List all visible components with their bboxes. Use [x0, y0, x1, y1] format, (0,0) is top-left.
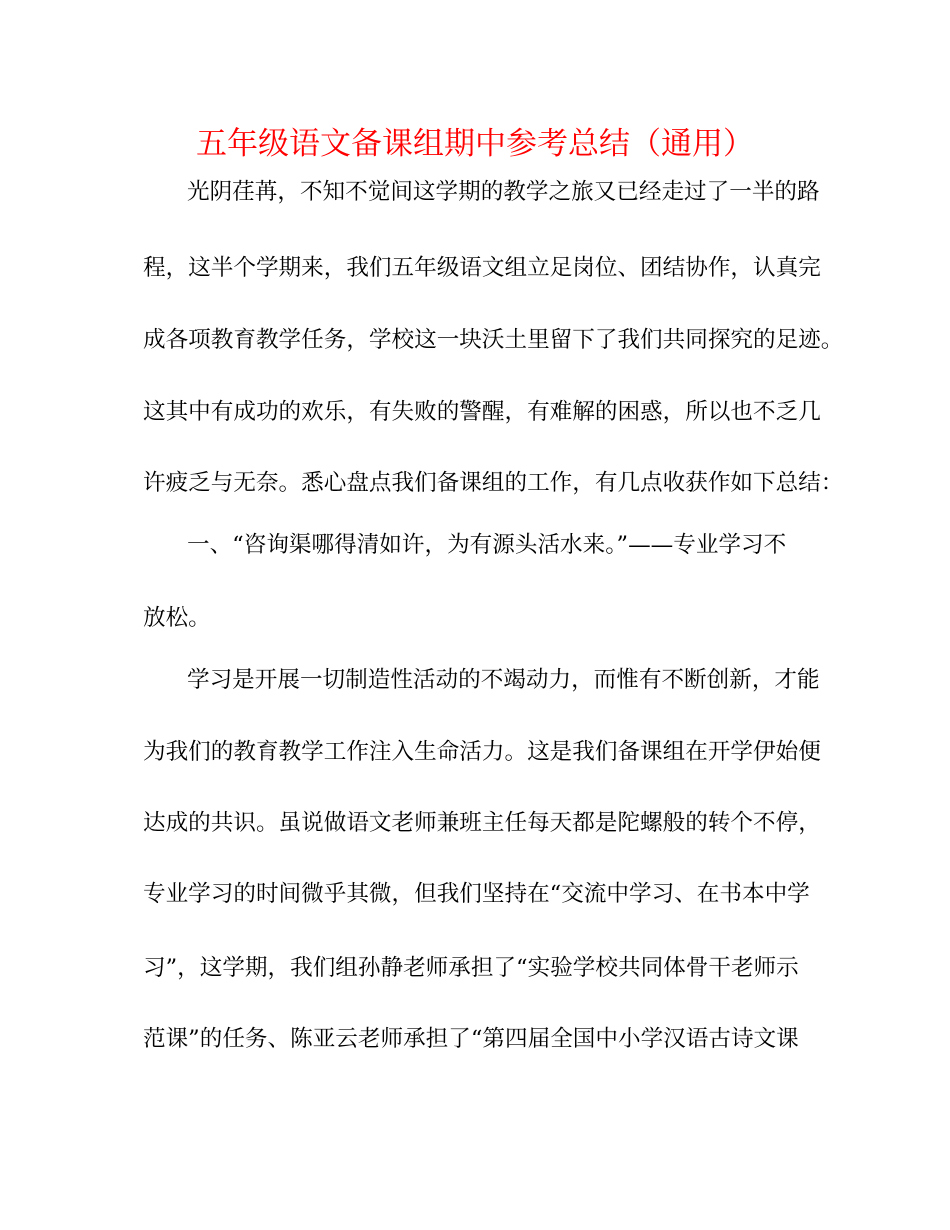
paragraph-line: 程，这半个学期来，我们五年级语文组立足岗位、团结协作，认真完 [143, 255, 821, 281]
paragraph-line: 放松。 [143, 605, 211, 631]
paragraph-line: 范课”的任务、陈亚云老师承担了“第四届全国中小学汉语古诗文课 [143, 1026, 799, 1052]
paragraph-line: 一、“咨询渠哪得清如许，为有源头活水来。”——专业学习不 [187, 532, 787, 558]
paragraph-line: 许疲乏与无奈。悉心盘点我们备课组的工作，有几点收获作如下总结： [143, 470, 844, 496]
paragraph-line: 习”，这学期，我们组孙静老师承担了“实验学校共同体骨干老师示 [143, 955, 799, 981]
paragraph-line: 成各项教育教学任务，学校这一块沃土里留下了我们共同探究的足迹。 [143, 327, 844, 353]
paragraph-line: 达成的共识。虽说做语文老师兼班主任每天都是陀螺般的转个不停， [143, 810, 821, 836]
paragraph-line: 这其中有成功的欢乐，有失败的警醒，有难解的困惑，所以也不乏几 [143, 399, 821, 425]
paragraph-line: 专业学习的时间微乎其微，但我们坚持在“交流中学习、在书本中学 [143, 881, 810, 907]
document-title: 五年级语文备课组期中参考总结（通用） [196, 126, 754, 162]
paragraph-line: 学习是开展一切制造性活动的不竭动力，而惟有不断创新，才能 [187, 667, 820, 693]
paragraph-line: 光阴荏苒，不知不觉间这学期的教学之旅又已经走过了一半的路 [187, 179, 820, 205]
paragraph-line: 为我们的教育教学工作注入生命活力。这是我们备课组在开学伊始便 [143, 739, 821, 765]
